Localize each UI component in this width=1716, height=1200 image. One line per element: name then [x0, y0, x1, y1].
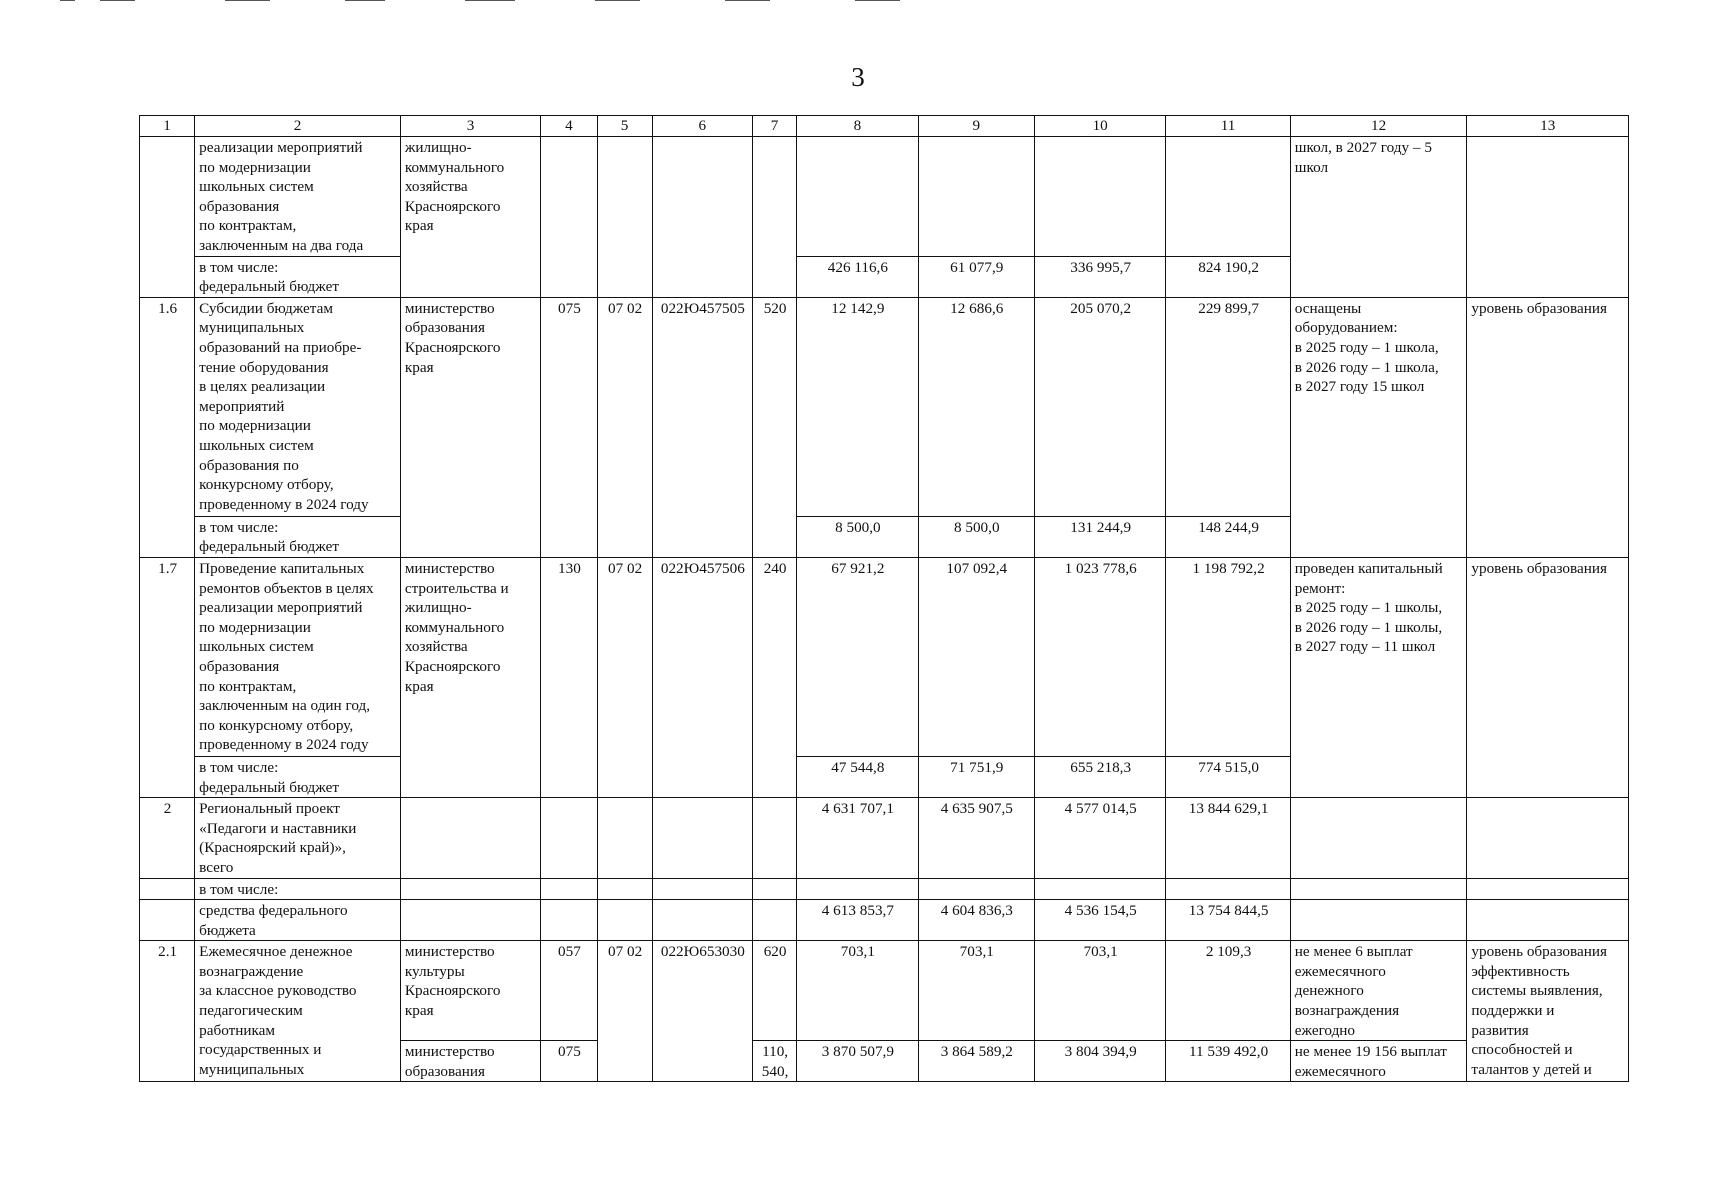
cell: [140, 878, 195, 900]
header-cell: 10: [1034, 116, 1165, 137]
value-col10: 4 577 014,5: [1034, 798, 1165, 878]
value-col10: 205 070,2: [1034, 297, 1165, 516]
header-cell: 4: [541, 116, 597, 137]
value-col9: 4 604 836,3: [918, 900, 1034, 941]
executor: жилищно- коммунального хозяйства Красноярского края: [400, 137, 540, 298]
cell: [1166, 878, 1290, 900]
header-cell: 12: [1290, 116, 1467, 137]
item-name: реализации мероприятий по модернизации школьных систем образования по контрактам, заключенным на два года: [195, 137, 401, 257]
value-col11: 774 515,0: [1166, 756, 1290, 797]
value-col9: 703,1: [918, 941, 1034, 1041]
header-cell: 1: [140, 116, 195, 137]
value-col9: 61 077,9: [918, 256, 1034, 297]
value-col11: 2 109,3: [1166, 941, 1290, 1041]
value-col8: 47 544,8: [797, 756, 918, 797]
code-col7: 240: [753, 557, 797, 797]
fed-label: в том числе: федеральный бюджет: [195, 256, 401, 297]
cell: [1166, 137, 1290, 257]
header-cell: 11: [1166, 116, 1290, 137]
cell: [1290, 878, 1467, 900]
cell: [1467, 900, 1629, 941]
header-cell: 5: [597, 116, 652, 137]
value-col11: 229 899,7: [1166, 297, 1290, 516]
row-number: [140, 137, 195, 298]
value-col8: 426 116,6: [797, 256, 918, 297]
value-col8: 12 142,9: [797, 297, 918, 516]
value-col9: 71 751,9: [918, 756, 1034, 797]
cell: [753, 878, 797, 900]
indicator: уровень образования эффективность системы выявления, поддержки и развития способностей и талантов у детей и: [1467, 941, 1629, 1082]
value-col8: 3 870 507,9: [797, 1041, 918, 1082]
value-col10: 4 536 154,5: [1034, 900, 1165, 941]
value-col11: 824 190,2: [1166, 256, 1290, 297]
cell: [753, 900, 797, 941]
cell: [652, 878, 752, 900]
cell: [400, 798, 540, 878]
header-cell: 13: [1467, 116, 1629, 137]
value-col10: 1 023 778,6: [1034, 557, 1165, 756]
indicator: уровень образования: [1467, 557, 1629, 797]
cell: [797, 878, 918, 900]
value-col8: 67 921,2: [797, 557, 918, 756]
code-col4: 075: [541, 297, 597, 557]
incl-label: в том числе:: [195, 878, 401, 900]
header-row: [140, 116, 1629, 137]
fed-label: в том числе: федеральный бюджет: [195, 516, 401, 557]
code-col4: 057: [541, 941, 597, 1041]
value-col8: 703,1: [797, 941, 918, 1041]
indicator: [1467, 137, 1629, 298]
cell: [753, 137, 797, 298]
executor: министерство образования Красноярского края: [400, 297, 540, 557]
code-col5: 07 02: [597, 297, 652, 557]
cell: [541, 878, 597, 900]
header-cell: 7: [753, 116, 797, 137]
result: не менее 19 156 выплат ежемесячного: [1290, 1041, 1467, 1082]
cell: [918, 137, 1034, 257]
value-col11: 11 539 492,0: [1166, 1041, 1290, 1082]
value-col11: 13 754 844,5: [1166, 900, 1290, 941]
cell: [597, 900, 652, 941]
indicator: уровень образования: [1467, 297, 1629, 557]
header-cell: 6: [652, 116, 752, 137]
code-col6: 022Ю457506: [652, 557, 752, 797]
code-col7: 620: [753, 941, 797, 1041]
value-col9: 12 686,6: [918, 297, 1034, 516]
top-scan-lines: [60, 0, 940, 2]
table-row: [140, 557, 1629, 756]
code-col7: 110, 540,: [753, 1041, 797, 1082]
code-col7: 520: [753, 297, 797, 557]
cell: [918, 878, 1034, 900]
cell: [1034, 878, 1165, 900]
page-number: 3: [851, 62, 865, 92]
cell: [541, 900, 597, 941]
value-col8: 4 613 853,7: [797, 900, 918, 941]
cell: [597, 878, 652, 900]
cell: [797, 137, 918, 257]
row-number: 2: [140, 798, 195, 878]
item-name: Ежемесячное денежное вознаграждение за классное руководство педагогическим работникам государственных и муниципальных: [195, 941, 401, 1082]
item-name: Проведение капитальных ремонтов объектов в целях реализации мероприятий по модернизации школьных систем образования по контрактам, заключенным на один год, по конкурсному отбору, проведенному в 2024 году: [195, 557, 401, 756]
code-col6: 022Ю653030: [652, 941, 752, 1082]
executor: министерство образования: [400, 1041, 540, 1082]
header-cell: 3: [400, 116, 540, 137]
header-cell: 8: [797, 116, 918, 137]
header-cell: 9: [918, 116, 1034, 137]
code-col4: 075: [541, 1041, 597, 1082]
table-row: [140, 137, 1629, 257]
code-col5: 07 02: [597, 557, 652, 797]
cell: [1290, 900, 1467, 941]
table-row: [140, 297, 1629, 516]
value-col8: 4 631 707,1: [797, 798, 918, 878]
code-col6: 022Ю457505: [652, 297, 752, 557]
cell: [1290, 798, 1467, 878]
cell: [1034, 137, 1165, 257]
value-col10: 336 995,7: [1034, 256, 1165, 297]
cell: [1467, 878, 1629, 900]
value-col11: 148 244,9: [1166, 516, 1290, 557]
fed-label: в том числе: федеральный бюджет: [195, 756, 401, 797]
cell: [400, 878, 540, 900]
cell: [597, 798, 652, 878]
value-col8: 8 500,0: [797, 516, 918, 557]
value-col11: 1 198 792,2: [1166, 557, 1290, 756]
header-cell: 2: [195, 116, 401, 137]
value-col9: 3 864 589,2: [918, 1041, 1034, 1082]
table-row: [140, 798, 1629, 878]
result: не менее 6 выплат ежемесячного денежного вознаграждения ежегодно: [1290, 941, 1467, 1041]
cell: [652, 900, 752, 941]
result: школ, в 2027 году – 5 школ: [1290, 137, 1467, 298]
row-number: 2.1: [140, 941, 195, 1082]
code-col4: 130: [541, 557, 597, 797]
result: проведен капитальный ремонт: в 2025 году – 1 школы, в 2026 году – 1 школы, в 2027 году – 11 школ: [1290, 557, 1467, 797]
value-col10: 131 244,9: [1034, 516, 1165, 557]
executor: министерство культуры Красноярского края: [400, 941, 540, 1041]
value-col11: 13 844 629,1: [1166, 798, 1290, 878]
cell: [753, 798, 797, 878]
cell: [1467, 798, 1629, 878]
code-col5: 07 02: [597, 941, 652, 1082]
table-row: [140, 900, 1629, 941]
value-col9: 4 635 907,5: [918, 798, 1034, 878]
value-col9: 8 500,0: [918, 516, 1034, 557]
row-number: 1.7: [140, 557, 195, 797]
value-col10: 655 218,3: [1034, 756, 1165, 797]
item-name: Региональный проект «Педагоги и наставники (Красноярский край)», всего: [195, 798, 401, 878]
cell: [140, 900, 195, 941]
row-number: 1.6: [140, 297, 195, 557]
cell: [597, 137, 652, 298]
cell: [400, 900, 540, 941]
value-col9: 107 092,4: [918, 557, 1034, 756]
cell: [541, 137, 597, 298]
value-col10: 3 804 394,9: [1034, 1041, 1165, 1082]
budget-table: [139, 115, 1629, 1082]
table-row: [140, 941, 1629, 1041]
cell: [541, 798, 597, 878]
cell: [652, 798, 752, 878]
fed-label: средства федерального бюджета: [195, 900, 401, 941]
executor: министерство строительства и жилищно- коммунального хозяйства Красноярского края: [400, 557, 540, 797]
value-col10: 703,1: [1034, 941, 1165, 1041]
item-name: Субсидии бюджетам муниципальных образований на приобре- тение оборудования в целях реализации мероприятий по модернизации школьных систем образования по конкурсному отбору, проведенному в 2024 году: [195, 297, 401, 516]
table-row: [140, 878, 1629, 900]
cell: [652, 137, 752, 298]
result: оснащены оборудованием: в 2025 году – 1 школа, в 2026 году – 1 школа, в 2027 году 15 школ: [1290, 297, 1467, 557]
